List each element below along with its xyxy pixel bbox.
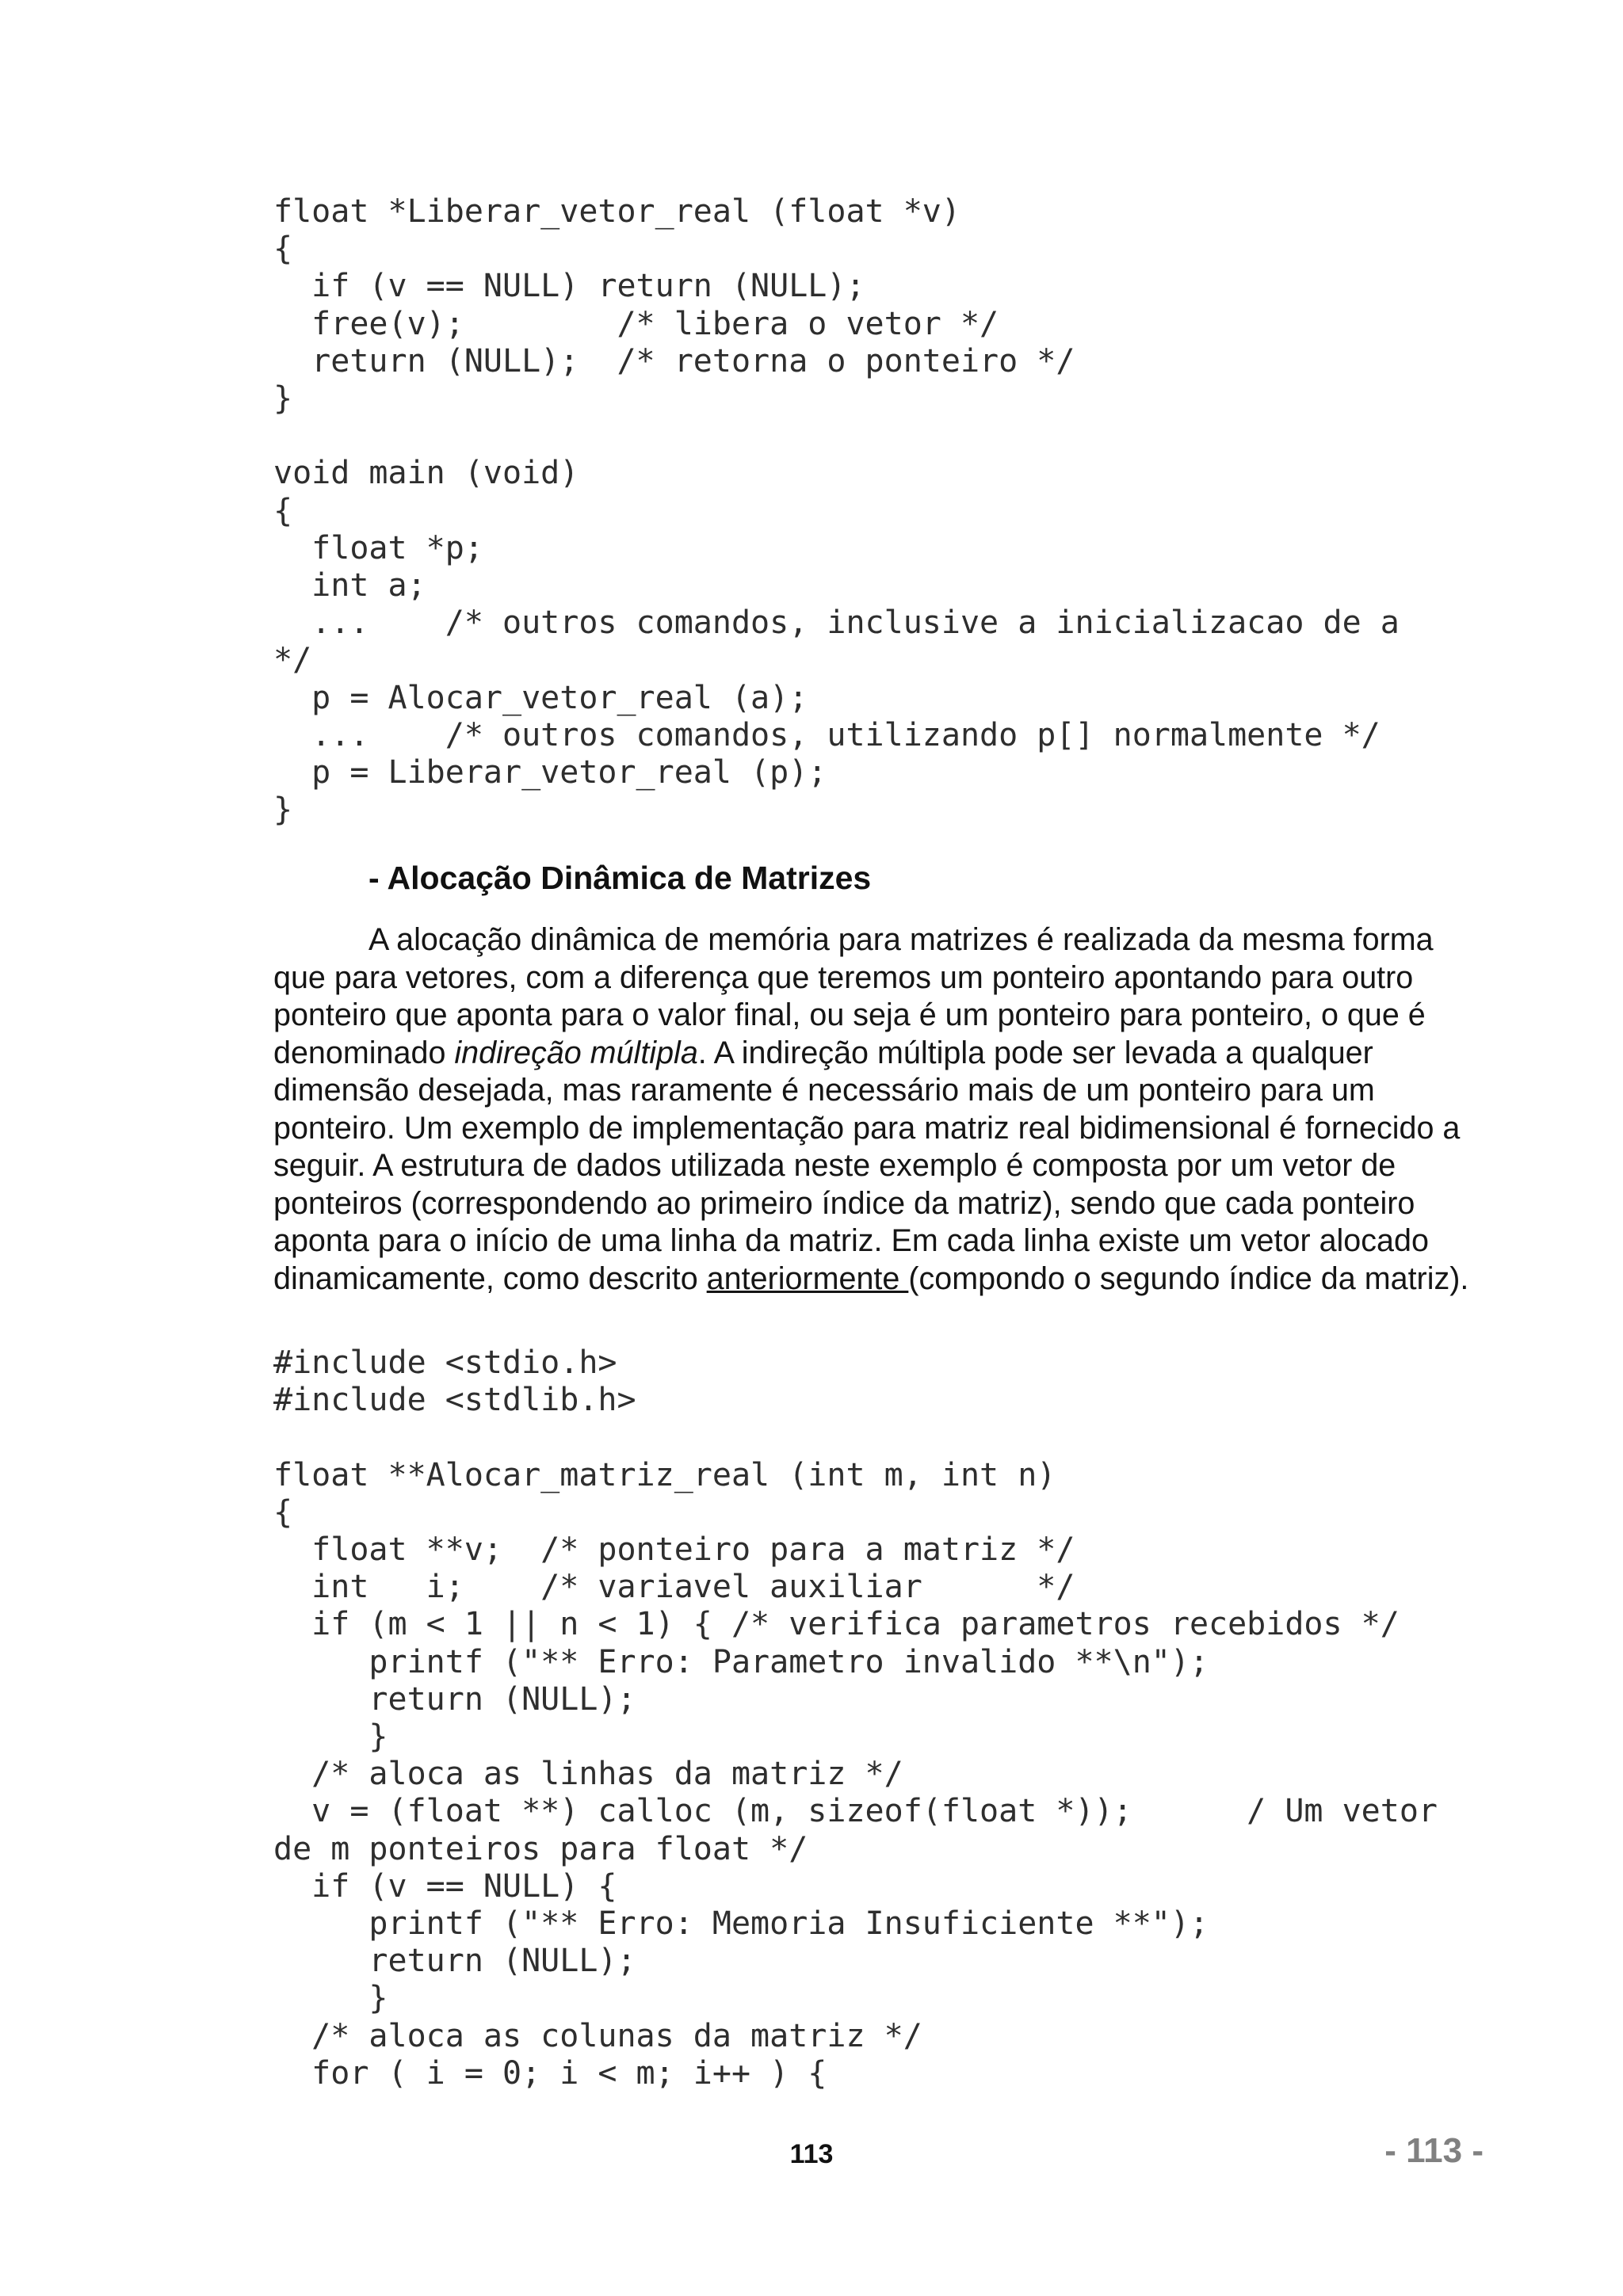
code-block-alocar-matriz: #include <stdio.h> #include <stdlib.h> float **Alocar_matriz_real (int m, int n) { float **v; /* ponteiro para a matriz */ int i; /* variavel auxiliar */ if (m < 1 || n < 1) { /* verifica parametros recebidos */ printf ("** Erro: Parametro invalido **\n"); return (NULL); } /* aloca as linhas da matriz */ v = (float **) calloc (m, sizeof(float *)); / Um vetor de m ponteiros para float */ if (v == NULL) { printf ("** Erro: Memoria Insuficiente **"); return (NULL); } /* aloca as colunas da matriz */ for ( i = 0; i < m; i++ ) {	[273, 1344, 1438, 2092]
page-number-center: 113	[789, 2139, 834, 2169]
page-number-right: - 113 -	[1384, 2131, 1484, 2170]
code-block-liberar-vetor: float *Liberar_vetor_real (float *v) { if (v == NULL) return (NULL); free(v); /* libera o vetor */ return (NULL); /* retorna o ponteiro */ } void main (void) { float *p; int a; ... /* outros comandos, inclusive a inicializacao de a */ p = Alocar_vetor_real (a); ... /* outros comandos, utilizando p[] normalmente */ p = Liberar_vetor_real (p); }	[273, 193, 1400, 829]
anteriormente-link[interactable]: anteriormente	[706, 1261, 909, 1296]
section-heading: - Alocação Dinâmica de Matrizes	[369, 860, 872, 896]
paragraph-text-3: (compondo o segundo índice da matriz).	[908, 1261, 1469, 1296]
paragraph-text-2: . A indireção múltipla pode ser levada a qualquer dimensão desejada, mas raramente é necessário mais de um ponteiro para um ponteiro. Um exemplo de implementação para matriz real bidimensional é fornecido a seguir. A estrutura de dados utilizada neste exemplo é composta por um vetor de ponteiros (correspondendo ao primeiro índice da matriz), sendo que cada ponteiro aponta para o início de uma linha da matriz. Em cada linha existe um vetor alocado dinamicamente, como descrito	[273, 1035, 1461, 1296]
paragraph-text-1: A alocação dinâmica de memória para matrizes é realizada da mesma forma que para vetores, com a diferença que teremos um ponteiro apontando para outro ponteiro que aponta para o valor final, ou seja é um ponteiro para ponteiro, o que é denominado	[273, 922, 1434, 1070]
paragraph-italic-term: indireção múltipla	[454, 1035, 698, 1070]
body-paragraph	[273, 921, 1486, 1298]
